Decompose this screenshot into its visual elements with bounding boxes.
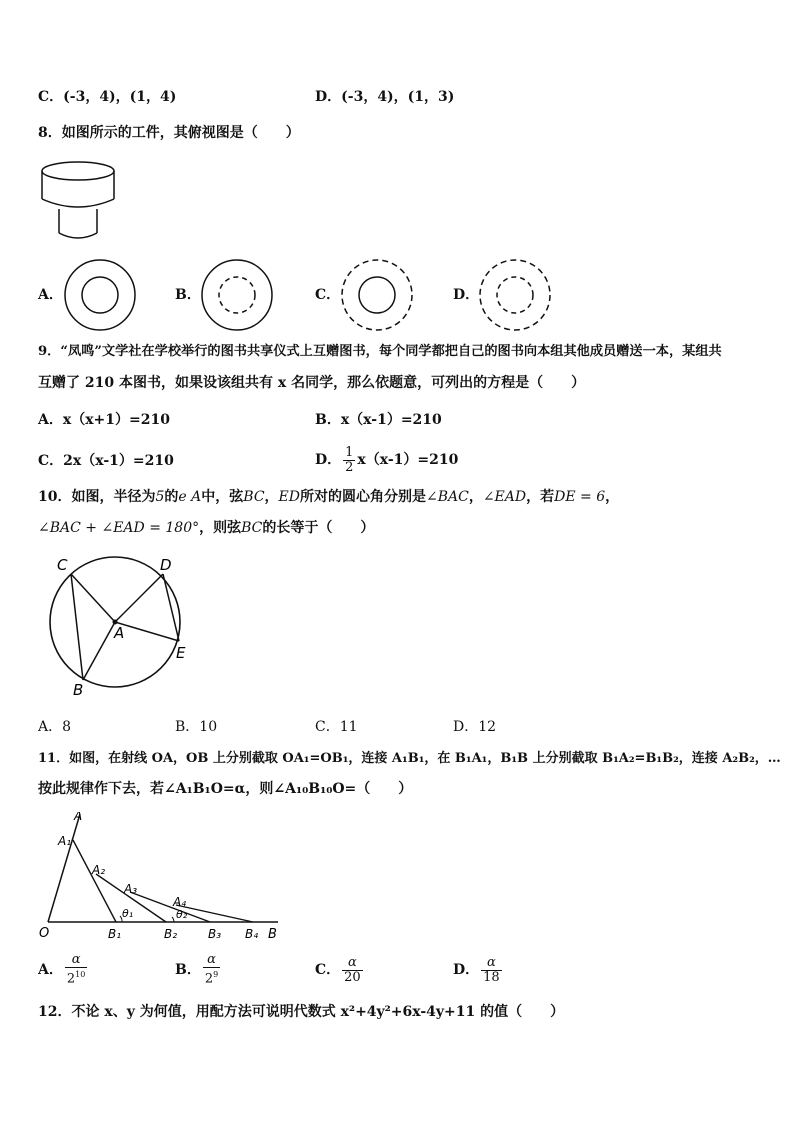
q11-stem-line2: 按此规律作下去，若∠A₁B₁O=α，则∠A₁₀B₁₀O=（ ） bbox=[38, 781, 413, 797]
q11-label-b4: B₄ bbox=[245, 927, 259, 941]
q11-option-b-denominator: $2^9$ bbox=[204, 970, 219, 987]
q9-stem-line2: 互赠了 210 本图书，如果设该组共有 x 名同学，那么依题意，可列出的方程是（ ） bbox=[38, 375, 586, 391]
q11-label-o: O bbox=[39, 926, 50, 941]
q10-label-d: D bbox=[160, 556, 172, 574]
q11-label-b2: B₂ bbox=[164, 927, 178, 941]
q11-option-b bbox=[175, 952, 222, 988]
q10-angle-ead: ∠EAD bbox=[482, 489, 527, 505]
q11-label-b3: B₃ bbox=[208, 927, 222, 941]
q12-stem: 12．不论 x、y 为何值，用配方法可说明代数式 x²+4y²+6x-4y+11 的值（ ） bbox=[38, 1004, 565, 1020]
q10-angle-bac: ∠BAC bbox=[425, 489, 469, 505]
q10-label-a: A bbox=[114, 624, 125, 642]
q10-label-e: E bbox=[176, 644, 186, 662]
q8-option-c-figure bbox=[339, 257, 415, 333]
q11-option-b-fraction bbox=[203, 953, 220, 986]
q10-label-c: C bbox=[57, 556, 68, 574]
q11-label-a3: A₃ bbox=[124, 882, 138, 896]
q11-option-d-label: D． bbox=[453, 962, 480, 978]
q11-ray-figure bbox=[38, 812, 288, 947]
q11-option-c-label: C． bbox=[315, 962, 341, 978]
q11-stem-line1: 11．如图，在射线 OA，OB 上分别截取 OA₁=OB₁，连接 A₁B₁，在 B₁A₁，B₁B 上分别截取 B₁A₂=B₁B₂，连接 A₂B₂，… bbox=[38, 751, 781, 766]
q11-label-b1: B₁ bbox=[108, 927, 122, 941]
q8-option-b-label: B． bbox=[175, 287, 201, 303]
q11-option-b-label: B． bbox=[175, 962, 201, 978]
workpiece-figure bbox=[38, 155, 118, 243]
q10-text-2: 的 bbox=[164, 489, 179, 505]
q10-text-1: 10．如图，半径为 bbox=[38, 489, 156, 505]
q11-label-theta1: θ₁ bbox=[122, 907, 134, 920]
q9-fraction-numerator: 1 bbox=[345, 444, 354, 460]
q11-label-a4: A₄ bbox=[173, 895, 187, 909]
q11-label-b: B bbox=[268, 927, 277, 942]
q8-option-c-label: C． bbox=[315, 287, 341, 303]
q10-chord-ed: ED bbox=[278, 489, 300, 505]
q11-label-a2: A₂ bbox=[92, 863, 106, 877]
q11-option-a-fraction bbox=[65, 953, 87, 986]
q9-option-d-rest: x（x-1）=210 bbox=[357, 452, 459, 468]
q11-option-a-denominator: $2^{10}$ bbox=[66, 970, 86, 987]
q9-option-c: C．2x（x-1）=210 bbox=[38, 453, 174, 469]
q7-option-d: D．(-3，4)，(1，3) bbox=[315, 89, 455, 105]
q11-option-a bbox=[38, 952, 89, 988]
q9-stem-line1: 9．“凤鸣”文学社在学校举行的图书共享仪式上互赠图书，每个同学都把自己的图书向本组其他成员赠送一本，某组共 bbox=[38, 344, 722, 359]
q10-stem-line1 bbox=[38, 488, 619, 506]
q10-option-c: C．11 bbox=[315, 719, 358, 735]
q8-option-a-figure bbox=[62, 257, 138, 333]
q11-option-d-denominator: 18 bbox=[483, 969, 500, 985]
q10-chord-bc-2: BC bbox=[241, 520, 263, 536]
q11-option-d bbox=[453, 952, 504, 988]
q9-option-b: B．x（x-1）=210 bbox=[315, 412, 442, 428]
q9-fraction-denominator: 2 bbox=[345, 459, 354, 475]
q11-label-a: A bbox=[74, 812, 83, 823]
q10-chord-bc: BC bbox=[243, 489, 265, 505]
q10-text-4: 所对的圆心角分别是 bbox=[299, 489, 426, 505]
q8-option-a-label: A． bbox=[38, 287, 63, 303]
q10-option-d: D．12 bbox=[453, 719, 497, 735]
q7-option-c: C．(-3，4)，(1，4) bbox=[38, 89, 177, 105]
q9-option-d bbox=[315, 440, 458, 480]
q11-option-c-fraction bbox=[342, 956, 363, 985]
q10-circle-figure bbox=[38, 550, 198, 700]
q10-radius: 5 bbox=[155, 489, 165, 505]
q11-option-a-label: A． bbox=[38, 962, 63, 978]
q8-option-d-label: D． bbox=[453, 287, 480, 303]
q10-angle-sum: ∠BAC + ∠EAD = 180° bbox=[38, 520, 200, 536]
q10-text-3: 中，弦 bbox=[201, 489, 244, 505]
q11-option-c-numerator: α bbox=[342, 956, 363, 971]
q11-label-theta2: θ₂ bbox=[176, 908, 188, 921]
q10-stem-line2 bbox=[38, 519, 374, 537]
q10-label-b: B bbox=[73, 681, 84, 699]
q11-option-d-fraction bbox=[481, 956, 502, 985]
q9-option-a: A．x（x+1）=210 bbox=[38, 412, 170, 428]
q8-option-b-figure bbox=[199, 257, 275, 333]
q11-option-c-denominator: 20 bbox=[344, 969, 361, 985]
q11-option-b-numerator: α bbox=[203, 953, 220, 968]
q10-text-5: ，若 bbox=[526, 489, 555, 505]
q10-de-eq: DE = 6 bbox=[554, 489, 606, 505]
q8-option-d-figure bbox=[477, 257, 553, 333]
q10-option-a: A．8 bbox=[38, 719, 72, 735]
q10-circle-symbol: e A bbox=[178, 489, 202, 505]
q10-option-b: B．10 bbox=[175, 719, 218, 735]
q9-fraction bbox=[343, 446, 355, 475]
q8-stem: 8．如图所示的工件，其俯视图是（ ） bbox=[38, 125, 300, 141]
q11-option-c bbox=[315, 952, 365, 988]
q11-option-a-numerator: α bbox=[65, 953, 87, 968]
q10-text-6: ， bbox=[605, 489, 620, 505]
q10-text-7: ，则弦 bbox=[199, 520, 242, 536]
q11-label-a1: A₁ bbox=[58, 834, 72, 848]
q11-option-d-numerator: α bbox=[481, 956, 502, 971]
q10-sep-2: ， bbox=[468, 489, 483, 505]
q10-sep-1: ， bbox=[264, 489, 279, 505]
q9-option-d-label: D． bbox=[315, 452, 342, 468]
q10-text-8: 的长等于（ ） bbox=[262, 520, 375, 536]
